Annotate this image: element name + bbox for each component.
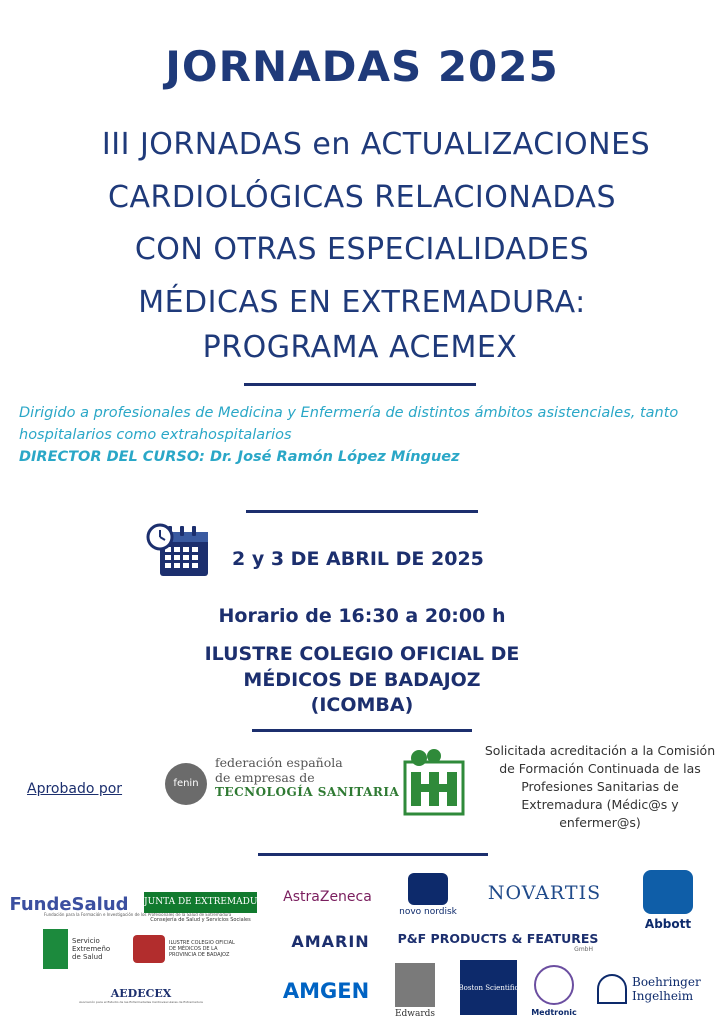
calendar-clock-icon	[146, 522, 210, 578]
sponsor-name: FundeSalud	[9, 893, 129, 915]
sponsor-boston-scientific: Boston Scientific	[460, 960, 517, 1015]
subtitle-line: CARDIOLÓGICAS RELACIONADAS	[108, 180, 616, 215]
coat-of-arms-icon	[133, 935, 165, 963]
subtitle-line: III JORNADAS en ACTUALIZACIONES	[101, 127, 651, 162]
sponsor-name: Medtronic	[531, 1008, 577, 1017]
cfc-logo	[403, 748, 465, 816]
course-director: DIRECTOR DEL CURSO: Dr. José Ramón López Mínguez	[19, 449, 460, 465]
sponsor-amarin: AMARIN	[291, 931, 370, 951]
sponsor-boehringer	[597, 970, 709, 1008]
sponsor-novartis: NOVARTIS	[487, 882, 602, 904]
divider	[252, 729, 472, 732]
approved-by-label: Aprobado por	[27, 781, 123, 797]
subtitle-line: CON OTRAS ESPECIALIDADES	[134, 232, 590, 267]
sponsor-abbott	[637, 868, 699, 933]
fenin-text: de empresas de	[215, 770, 315, 785]
sponsor-name: Boehringer Ingelheim	[632, 975, 701, 1003]
sponsor-name: Servicio Extremeño de Salud	[72, 937, 111, 961]
sponsor-name: ILUSTRE COLEGIO OFICIAL DE MÉDICOS DE LA PROVINCIA DE BADAJOZ	[169, 940, 235, 958]
bull-icon	[408, 873, 448, 905]
sponsor-name: JUNTA DE EXTREMADURA	[144, 892, 257, 913]
sponsor-subtitle: Consejería de Salud y Servicios Sociales	[150, 916, 251, 923]
audience-text: Dirigido a profesionales de Medicina y Enfermería de distintos ámbitos asistenciales, tanto hospitalarios como extrahospitalarios	[19, 405, 679, 443]
sponsor-medtronic	[527, 962, 581, 1020]
sponsor-subtitle: Fundación para la Formación e Investigación de los Profesionales de la Salud de Extremadura	[44, 912, 232, 917]
sponsor-name: AEDECEX	[110, 986, 172, 1000]
sponsor-subtitle: Asociación para el Estudio de las Enfermedades Cardiovasculares de Extremadura	[79, 999, 203, 1004]
sponsor-name: Edwards	[394, 1009, 436, 1019]
venue-line: MÉDICOS DE BADAJOZ	[243, 669, 481, 691]
sponsor-edwards	[392, 960, 438, 1022]
event-date: 2 y 3 DE ABRIL DE 2025	[232, 548, 484, 570]
divider	[258, 853, 488, 856]
divider	[246, 510, 478, 513]
sponsor-pf	[395, 925, 599, 953]
sponsor-novo-nordisk	[393, 871, 463, 919]
abbott-icon	[643, 870, 693, 914]
divider	[244, 383, 476, 386]
sponsor-name: Abbott	[644, 917, 692, 931]
boehringer-icon	[597, 974, 627, 1004]
sponsor-junta	[144, 887, 271, 927]
venue-line: (ICOMBA)	[310, 694, 414, 716]
fenin-logo	[165, 755, 400, 815]
sponsor-amgen: AMGEN	[282, 979, 370, 1003]
fenin-text: federación española	[215, 755, 343, 770]
subtitle-line: MÉDICAS EN EXTREMADURA:	[138, 285, 586, 320]
sponsor-aedecex	[79, 981, 203, 1009]
fenin-badge: fenin	[165, 763, 207, 805]
sponsor-name: novo nordisk	[399, 907, 457, 917]
edwards-icon	[395, 963, 435, 1007]
accreditation-text: Solicitada acreditación a la Comisión de Formación Continuada de las Profesiones Sanitarias de Extremadura (Médic@s y enfermer@s)	[484, 743, 716, 830]
venue-line: ILUSTRE COLEGIO OFICIAL DE	[204, 643, 520, 665]
subtitle-line: PROGRAMA ACEMEX	[202, 330, 518, 365]
event-schedule: Horario de 16:30 a 20:00 h	[218, 605, 506, 627]
page-title: JORNADAS 2025	[165, 42, 559, 91]
fenin-text: TECNOLOGÍA SANITARIA	[215, 785, 400, 799]
sponsor-name: P&F PRODUCTS & FEATURES	[397, 930, 599, 946]
ses-icon	[43, 929, 68, 969]
sponsor-ses	[43, 926, 123, 972]
sponsor-astrazeneca: AstraZeneca	[283, 889, 372, 905]
medtronic-icon	[534, 965, 574, 1005]
sponsor-colegio-medicos	[133, 934, 243, 964]
sponsor-subtitle: GmbH	[574, 946, 593, 953]
